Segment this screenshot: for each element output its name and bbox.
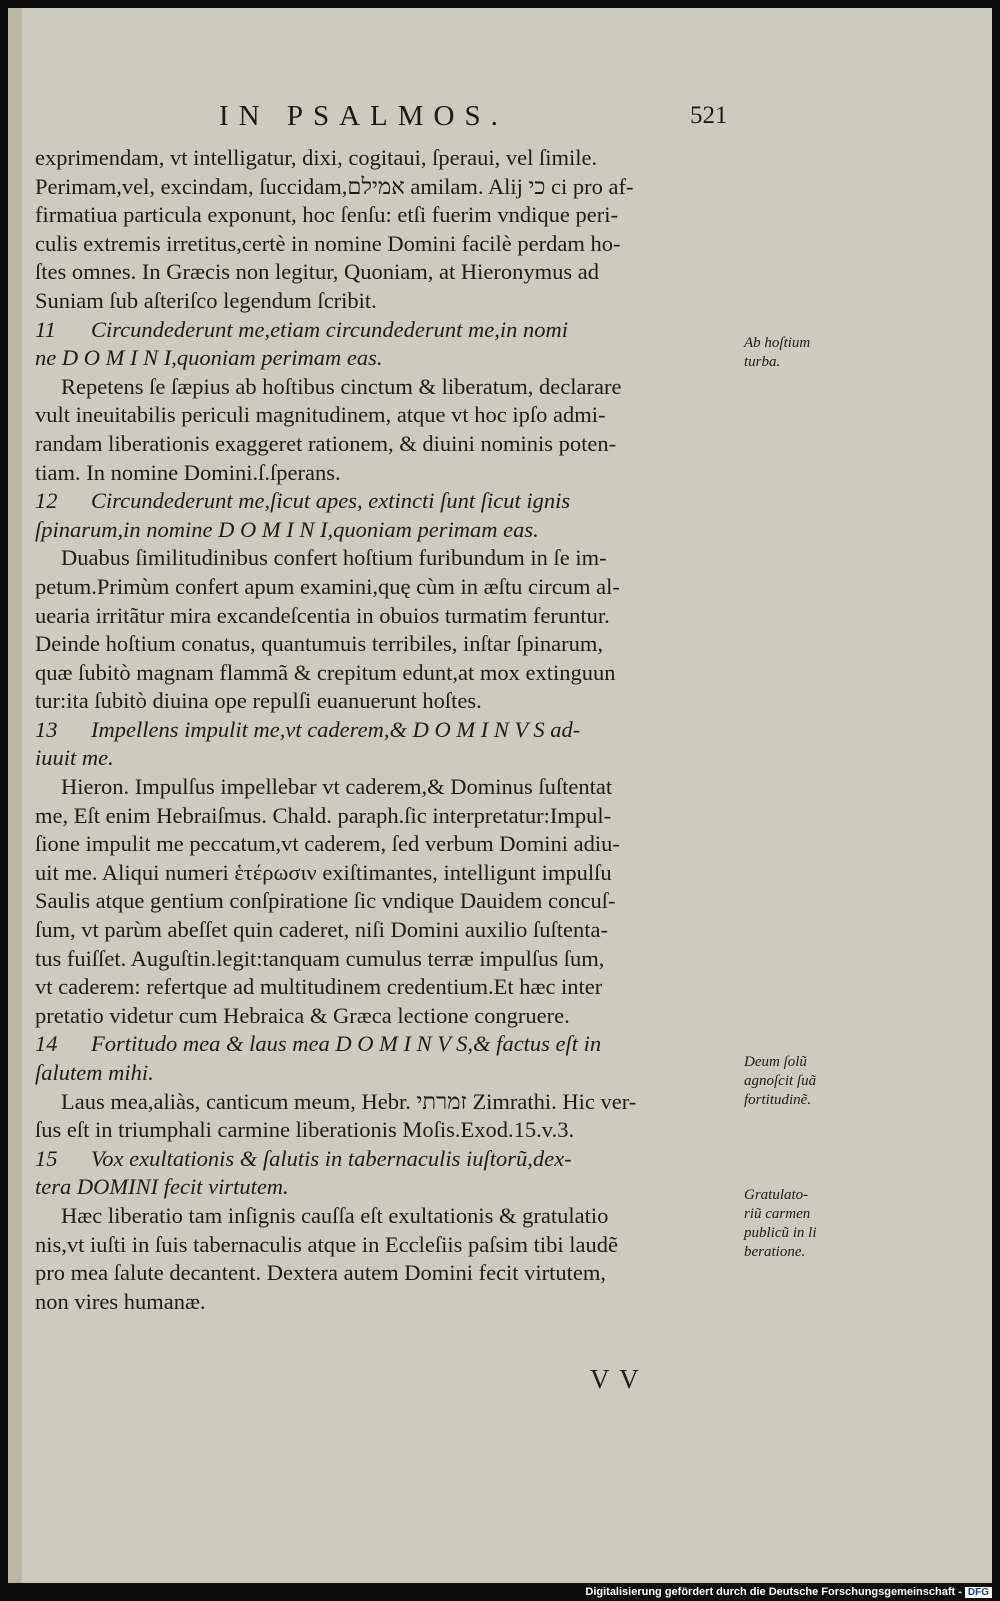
comment-line: tur:ita ſubitò diuina ope repulſi euanuerunt hoſtes. <box>35 688 482 714</box>
verse-line: ſpinarum,in nomine D O M I N I,quoniam perimam eas. <box>35 516 539 542</box>
comment-line: Saulis atque gentium conſpiratione ſic vndique Dauidem concuſ- <box>35 888 616 914</box>
comment-line: me, Eſt enim Hebraiſmus. Chald. paraph.ſic interpretatur:Impul- <box>35 802 612 828</box>
verse-line: iuuit me. <box>35 745 114 771</box>
digitization-credit <box>585 1586 992 1598</box>
comment-line: Laus mea,aliàs, canticum meum, Hebr. זמרתי Zimrathi. Hic ver- <box>61 1088 637 1114</box>
verse-number: 14 <box>35 1031 58 1057</box>
comment-line: tiam. In nomine Domini.ſ.ſperans. <box>35 459 341 485</box>
verse-line: 11 Circundederunt me,etiam circundederunt me,in nomi <box>35 316 755 345</box>
comment-line: vt caderem: refertque ad multitudinem credentium.Et hæc inter <box>35 974 603 1000</box>
verse-number: 13 <box>35 716 58 742</box>
comment-line: quæ ſubitò magnam flammã & crepitum edunt,at mox extinguun <box>35 659 616 685</box>
verse-number: 11 <box>35 316 56 342</box>
verse-line: 12 Circundederunt me,ſicut apes, extincti ſunt ſicut ignis <box>35 487 755 516</box>
book-page <box>8 8 992 1583</box>
comment-line: ſione impulit me peccatum,vt caderem, ſed verbum Domini adiu- <box>35 831 620 857</box>
text-line: firmatiua particula exponunt, hoc ſenſu: etſi fuerim vndique peri- <box>35 202 618 228</box>
verse-line: 14 Fortitudo mea & laus mea D O M I N V S,& factus eſt in <box>35 1030 755 1059</box>
comment-line: pro mea ſalute decantent. Dextera autem Domini fecit virtutem, <box>35 1260 607 1286</box>
page-number: 521 <box>690 102 728 129</box>
comment-line: Hæc liberatio tam inſignis cauſſa eſt exultationis & gratulatio <box>61 1202 609 1228</box>
comment-line: Hieron. Impulſus impellebar vt caderem,& Dominus ſuſtentat <box>61 774 613 800</box>
comment-line: Deinde hoſtium conatus, quantumuis terribiles, inſtar ſpinarum, <box>35 631 604 657</box>
comment-line: tus fuiſſet. Auguſtin.legit:tanquam cumulus terræ impulſus ſum, <box>35 945 605 971</box>
verse-line: ſalutem mihi. <box>35 1060 154 1085</box>
comment-line: Duabus ſimilitudinibus confert hoſtium furibundum in ſe im- <box>61 545 607 571</box>
verse-line: 13 Impellens impulit me,vt caderem,& D O M I N V S ad- <box>35 716 755 745</box>
verse-line: tera DOMINI fecit virtutem. <box>35 1174 289 1200</box>
text-line: ſtes omnes. In Græcis non legitur, Quoniam, at Hieronymus ad <box>35 259 600 285</box>
comment-line: Repetens ſe ſæpius ab hoſtibus cinctum & liberatum, declarare <box>61 373 622 399</box>
credit-text: Digitalisierung gefördert durch die Deutsche Forschungsgemeinschaft - <box>585 1586 962 1598</box>
text-line: Suniam ſub aſteriſco legendum ſcribit. <box>35 287 377 313</box>
comment-line: vult ineuitabilis periculi magnitudinem, atque vt hoc ipſo admi- <box>35 402 606 428</box>
text-line: culis extremis irretitus,certè in nomine Domini facilè perdam ho- <box>35 230 621 256</box>
margin-note: Deum ſolũ agnoſcit ſuã fortitudinẽ. <box>744 1054 817 1108</box>
verse-number: 15 <box>35 1145 58 1171</box>
comment-line: ſum, vt parùm abeſſet quin caderet, niſi Domini auxilio ſuſtenta- <box>35 917 608 943</box>
comment-line: petum.Primùm confert apum examini,quę cùm in æſtu circum al- <box>35 573 620 599</box>
main-text-column <box>35 144 755 1316</box>
comment-line: uit me. Aliqui numeri ἑτέρωσιν exiſtimantes, intelligunt impulſu <box>35 859 612 885</box>
margin-note: Gratulato- riũ carmen publicũ in li beratione. <box>744 1187 817 1260</box>
comment-line: uearia irritãtur mira excandeſcentia in obuios turmatim feruntur. <box>35 602 610 628</box>
comment-line: pretatio videtur cum Hebraica & Græca lectione congruere. <box>35 1002 570 1028</box>
verse-line: 15 Vox exultationis & ſalutis in tabernaculis iuſtorũ,dex- <box>35 1145 755 1174</box>
dfg-logo: DFG <box>965 1587 992 1598</box>
text-line: Perimam,vel, excindam, ſuccidam,אמילם amilam. Alij כי ci pro af- <box>35 173 634 199</box>
margin-note: Ab hoſtium turba. <box>744 335 811 370</box>
comment-line: ſus eſt in triumphali carmine liberationis Moſis.Exod.15.v.3. <box>35 1117 575 1143</box>
running-head <box>22 100 992 140</box>
comment-line: randam liberationis exaggeret rationem, & diuini nominis poten- <box>35 430 617 456</box>
signature-mark: V V <box>590 1364 641 1394</box>
comment-line: non vires humanæ. <box>35 1288 206 1314</box>
verse-line: ne D O M I N I,quoniam perimam eas. <box>35 345 383 371</box>
running-title: IN PSALMOS. <box>219 100 508 132</box>
comment-line: nis,vt iuſti in ſuis tabernaculis atque in Eccleſiis paſsim tibi laudẽ <box>35 1231 619 1257</box>
verse-number: 12 <box>35 488 58 514</box>
text-line: exprimendam, vt intelligatur, dixi, cogitaui, ſperaui, vel ſimile. <box>35 145 598 170</box>
